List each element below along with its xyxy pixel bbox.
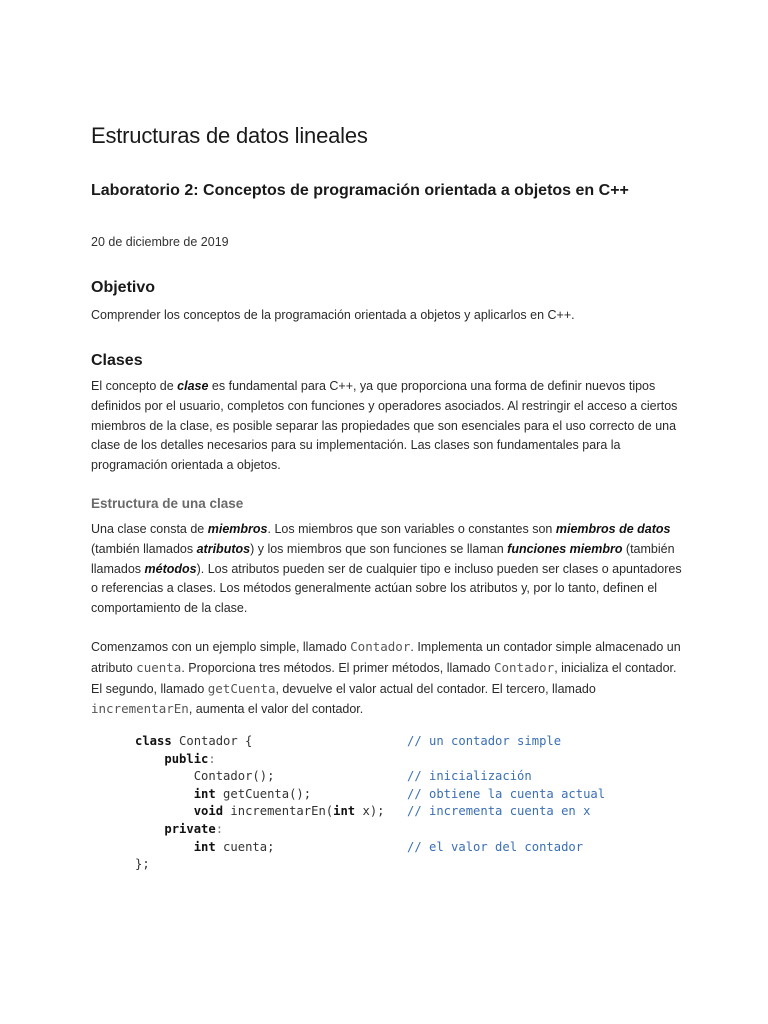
contador-intro-paragraph [91, 637, 683, 720]
code-line [135, 839, 584, 857]
paragraph-text: (también llamados [91, 541, 197, 556]
estructura-paragraph [91, 520, 683, 619]
code-line [135, 733, 562, 751]
code-comment: // un contador simple [407, 734, 562, 748]
objetivo-paragraph: Comprender los conceptos de la programación orientada a objetos y aplicarlos en C++. [91, 308, 575, 322]
paragraph-text: ) y los miembros que son funciones se llaman [250, 541, 508, 556]
code-comment: // el valor del contador [407, 839, 584, 854]
paragraph-text: , inicializa el contador. El segundo, llamado [91, 660, 677, 696]
inline-code: getCuenta [207, 680, 276, 696]
inline-code: Contador [493, 659, 555, 675]
inline-code: Contador [350, 639, 411, 654]
code-text: x); [355, 804, 385, 819]
code-text: : [215, 821, 224, 836]
code-keyword: int [193, 839, 216, 854]
section-heading-clases: Clases [91, 352, 143, 369]
code-line [135, 803, 591, 821]
code-line [135, 751, 385, 769]
code-keyword: void [193, 804, 224, 819]
paragraph-text: . Implementa un contador simple almacenado un atributo [91, 640, 681, 675]
code-text: Contador { [171, 734, 253, 748]
paragraph-text: , aumenta el valor del contador. [188, 702, 364, 717]
emphasized-term: miembros de datos [555, 522, 671, 536]
paragraph-text: Comenzamos con un ejemplo simple, llamado [91, 640, 351, 654]
paragraph-text: ). Los atributos pueden ser de cualquier tipo e incluso pueden ser clases o apuntadores o referencias a clases. Los métodos generalmente actúan sobre los atributos y, por lo tanto, definen el comportamiento de la clase. [91, 561, 682, 616]
code-line [135, 786, 606, 804]
code-keyword: int [193, 786, 216, 801]
code-comment: // incrementa cuenta en x [407, 804, 591, 819]
paragraph-text: , devuelve el valor actual del contador. El tercero, llamado [275, 681, 596, 696]
document-date: 20 de diciembre de 2019 [91, 235, 229, 249]
code-keyword: public [164, 751, 209, 766]
code-text: cuenta; [215, 839, 275, 854]
code-text: incrementarEn( [223, 804, 334, 819]
clases-text-part: es fundamental para C++, ya que proporciona una forma de definir nuevos tipos definidos por el usuario, completos con funciones y operadores asociados. Al restringir el acceso a ciertos miembros de la clase, es posible separar las propiedades que son esenciales para el uso correcto de una clase de los detalles necesarios para su implementación. Las clases son fundamentales para la programación orientada a objetos. [91, 379, 678, 473]
inline-code: cuenta [136, 659, 182, 675]
emphasized-term: atributos [196, 541, 251, 556]
subsection-heading-estructura: Estructura de una clase [91, 496, 244, 511]
code-line [135, 821, 385, 839]
code-keyword: private [164, 821, 216, 836]
emphasized-term: métodos [144, 561, 197, 576]
code-text: : [208, 751, 216, 766]
paragraph-text: . Los miembros que son variables o constantes son [267, 522, 556, 536]
code-line [135, 856, 385, 874]
clases-paragraph [91, 377, 683, 476]
document-title: Estructuras de datos lineales [91, 123, 368, 148]
emphasized-term: miembros [207, 522, 268, 536]
code-keyword: int [333, 804, 356, 819]
code-text: Contador(); [193, 769, 275, 784]
emphasized-term: funciones miembro [507, 541, 623, 556]
lab-title: Laboratorio 2: Conceptos de programación orientada a objetos en C++ [91, 182, 629, 199]
code-comment: // obtiene la cuenta actual [407, 786, 606, 801]
code-text: }; [135, 857, 150, 872]
code-text: getCuenta(); [215, 786, 312, 801]
code-keyword: class [135, 734, 172, 748]
paragraph-text: . Proporciona tres métodos. El primer métodos, llamado [181, 660, 494, 675]
clases-text-part: El concepto de [91, 379, 178, 393]
inline-code: incrementarEn [91, 701, 189, 717]
paragraph-text: Una clase consta de [91, 522, 208, 536]
clase-emphasis: clase [177, 379, 209, 393]
section-heading-objetivo: Objetivo [91, 279, 156, 296]
paragraph-text: (también llamados [91, 541, 675, 576]
code-comment: // inicialización [407, 769, 532, 784]
code-listing [135, 733, 606, 874]
code-line [135, 768, 532, 786]
